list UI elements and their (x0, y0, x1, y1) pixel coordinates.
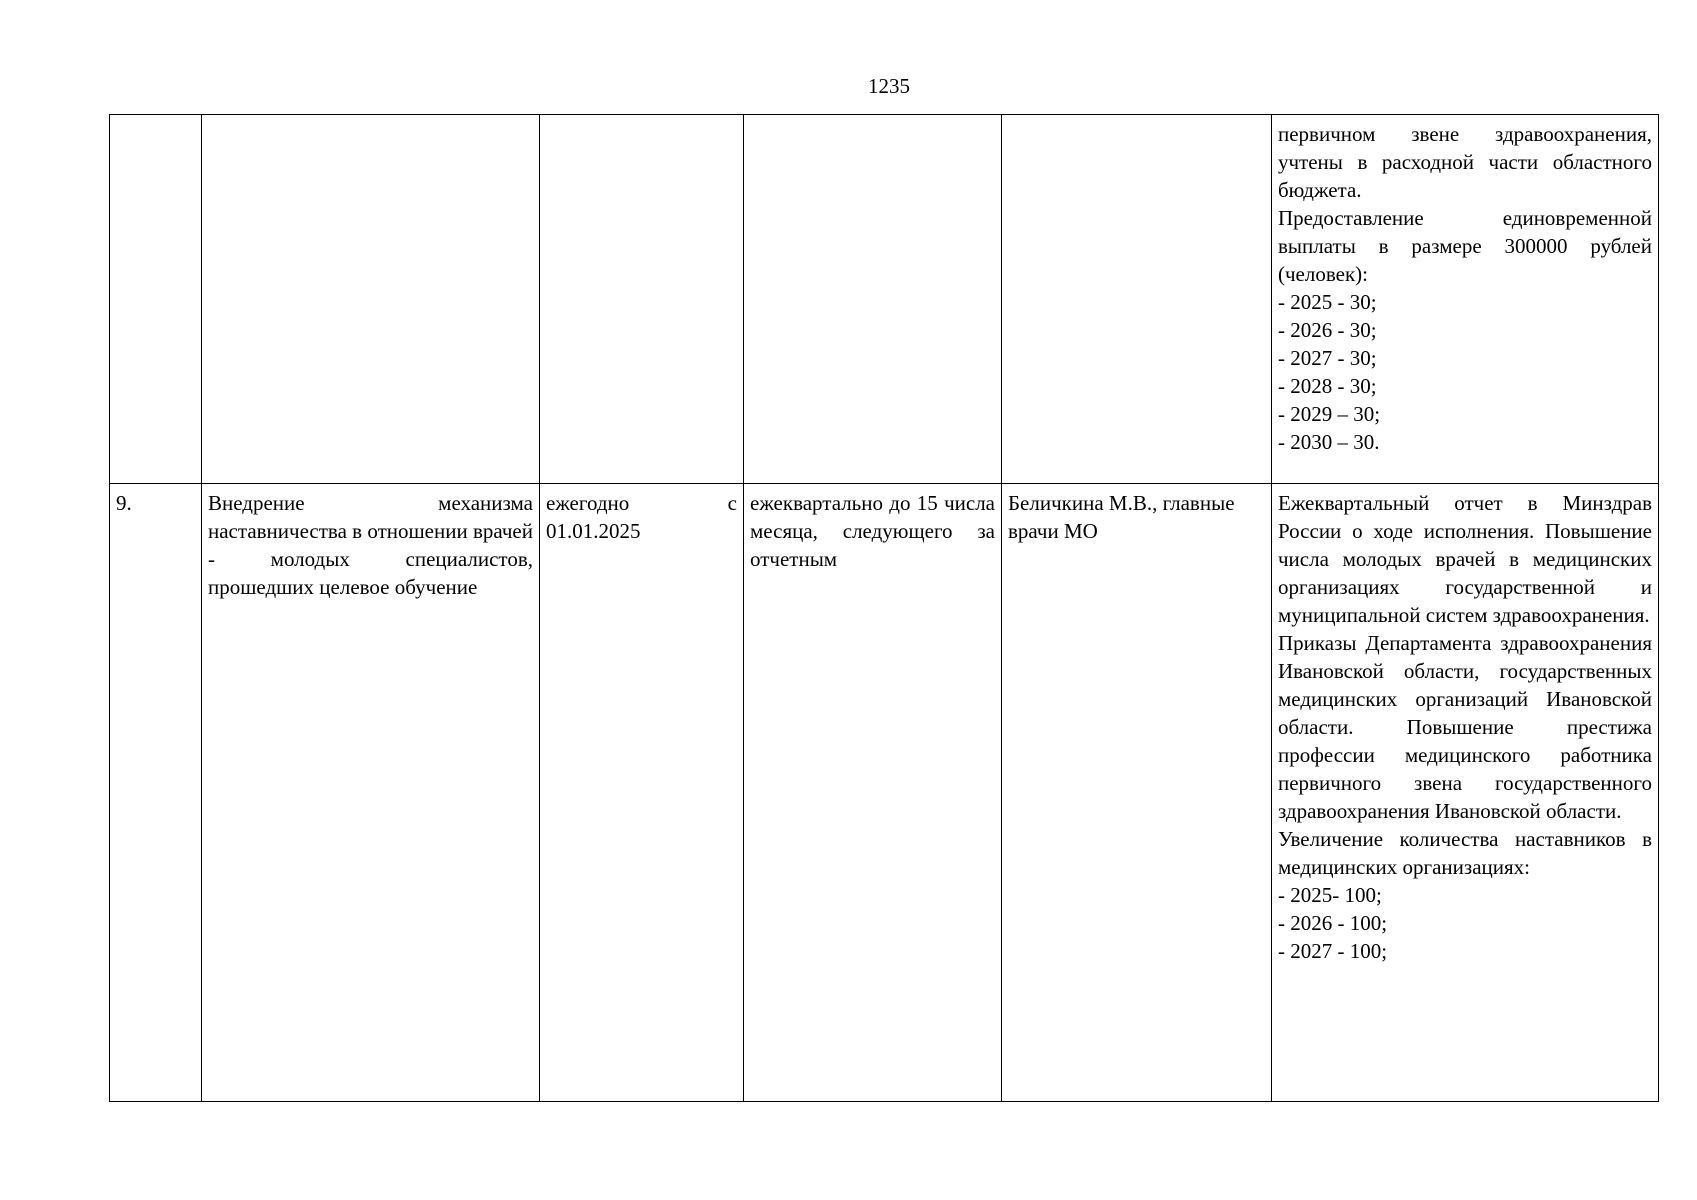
result-list-item: - 2025- 100; (1278, 883, 1382, 907)
page-number: 1235 (868, 74, 910, 98)
table-row (110, 115, 1659, 484)
activity-cell: Внедрение механизма наставничества в отношении врачей - молодых специалистов, прошедших целевое обучение (202, 484, 540, 1102)
result-list-item: - 2026 - 100; (1278, 911, 1388, 935)
responsible-cell (1002, 115, 1272, 484)
result-list-item: - 2030 – 30. (1278, 430, 1380, 454)
result-list-item: - 2025 - 30; (1278, 290, 1377, 314)
activity-cell (202, 115, 540, 484)
result-paragraph: Приказы Департамента здравоохранения Ивановской области, государственных медицинских организаций Ивановской области. Повышение престижа профессии медицинского работника первичного звена государственного здравоохранения Ивановской области. (1278, 631, 1652, 823)
result-paragraph: Предоставление единовременной выплаты в размере 300000 рублей (человек): (1278, 206, 1652, 286)
result-list-item: - 2027 - 30; (1278, 346, 1377, 370)
row-number-cell (110, 115, 202, 484)
result-cell (1272, 115, 1659, 484)
responsible-cell: Беличкина М.В., главные врачи МО (1002, 484, 1272, 1102)
result-list-item: - 2027 - 100; (1278, 939, 1388, 963)
result-list-item: - 2028 - 30; (1278, 374, 1377, 398)
period-cell (744, 115, 1002, 484)
result-paragraph: Ежеквартальный отчет в Минздрав России о ходе исполнения. Повышение числа молодых врачей в медицинских организациях государственной и муниципальной систем здравоохранения. (1278, 491, 1652, 627)
row-number-cell: 9. (110, 484, 202, 1102)
result-cell (1272, 484, 1659, 1102)
start-date-cell (540, 115, 744, 484)
start-date-cell: ежегодно с 01.01.2025 (540, 484, 744, 1102)
period-cell: ежеквартально до 15 числа месяца, следующего за отчетным (744, 484, 1002, 1102)
result-paragraph: первичном звене здравоохранения, учтены в расходной части областного бюджета. (1278, 122, 1652, 202)
result-list-item: - 2029 – 30; (1278, 402, 1381, 426)
plan-table (109, 114, 1659, 1102)
result-paragraph: Увеличение количества наставников в медицинских организациях: (1278, 827, 1652, 879)
table-row (110, 484, 1659, 1102)
result-list-item: - 2026 - 30; (1278, 318, 1377, 342)
